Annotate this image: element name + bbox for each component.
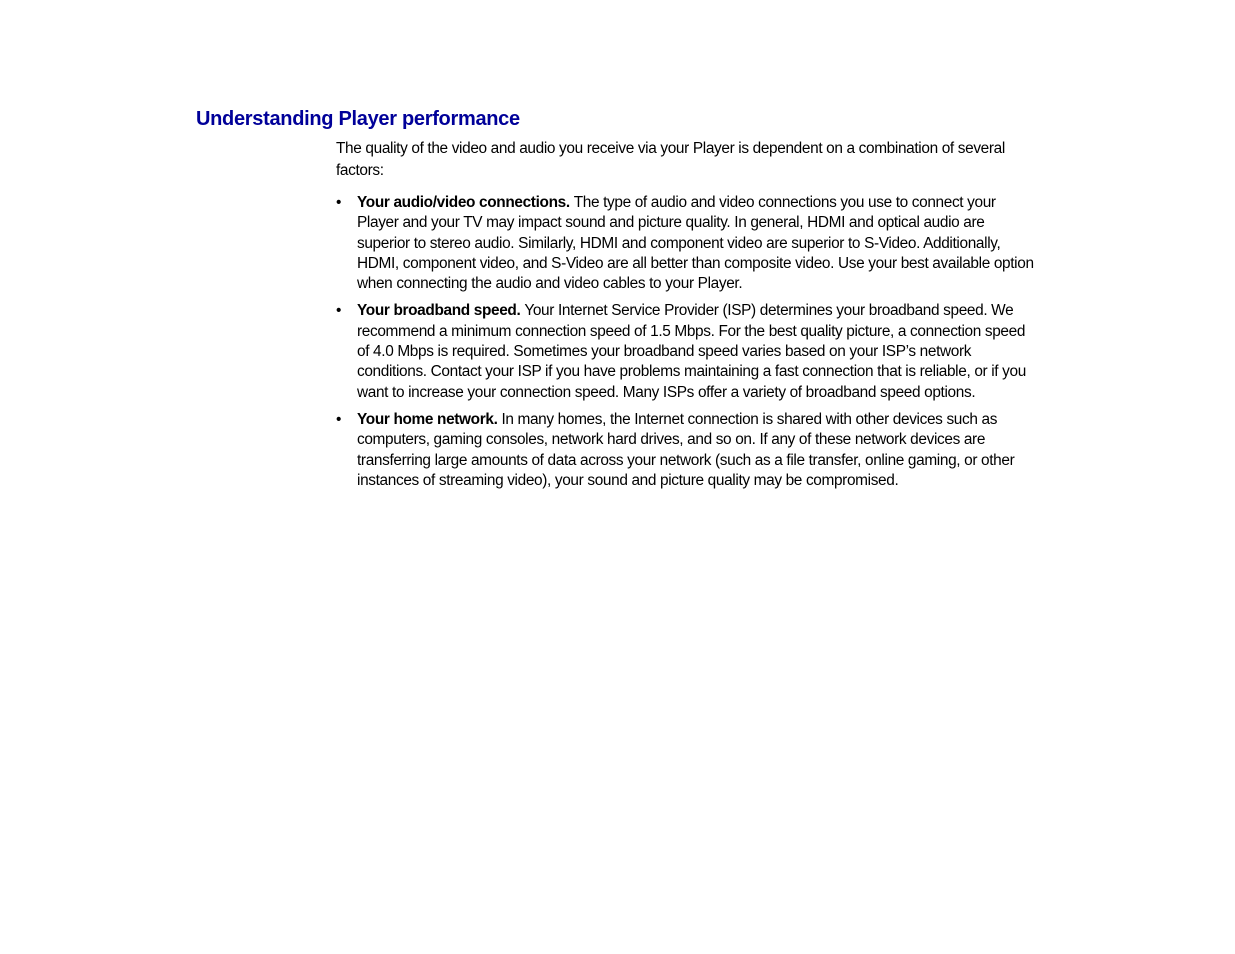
list-item-audio-video — [336, 193, 1036, 294]
list-item-text: The type of audio and video connections you use to connect your Player and your TV may impact sound and picture quality. In general, HDMI and optical audio are superior to stereo audio. Similarly, HDMI and component video are superior to S-Video. Additionally, HDMI, component video, and S-Video are all better than composite video. Use your best available option when connecting the audio and video cables to your Player. — [357, 194, 1034, 293]
bullet-icon: • — [336, 194, 342, 211]
section-title: Understanding Player performance — [196, 108, 520, 130]
intro-paragraph: The quality of the video and audio you receive via your Player is dependent on a combination of several factors: — [336, 140, 1005, 179]
list-item-home-network — [336, 410, 1036, 491]
list-item-text: Your Internet Service Provider (ISP) determines your broadband speed. We recommend a minimum connection speed of 1.5 Mbps. For the best quality picture, a connection speed of 4.0 Mbps is required. Sometimes your broadband speed varies based on your ISP’s network conditions. Contact your ISP if you have problems maintaining a fast connection that is reliable, or if you want to increase your connection speed. Many ISPs offer a variety of broadband speed options. — [357, 302, 1026, 401]
bullet-icon: • — [336, 410, 342, 428]
factor-list — [336, 193, 1036, 491]
list-item-lead: Your home network. — [357, 410, 502, 428]
section-body — [336, 138, 1036, 498]
bullet-icon: • — [336, 302, 342, 320]
list-item-lead: Your broadband speed. — [357, 302, 525, 320]
list-item-text: In many homes, the Internet connection is shared with other devices such as computers, gaming consoles, network hard drives, and so on. If any of these network devices are transferring large amounts of data across your network (such as a file transfer, online gaming, or other instances of streaming video), your sound and picture quality may be compromised. — [357, 410, 1015, 489]
list-item-lead: Your audio/video connections. — [357, 194, 574, 211]
list-item-broadband — [336, 301, 1036, 402]
